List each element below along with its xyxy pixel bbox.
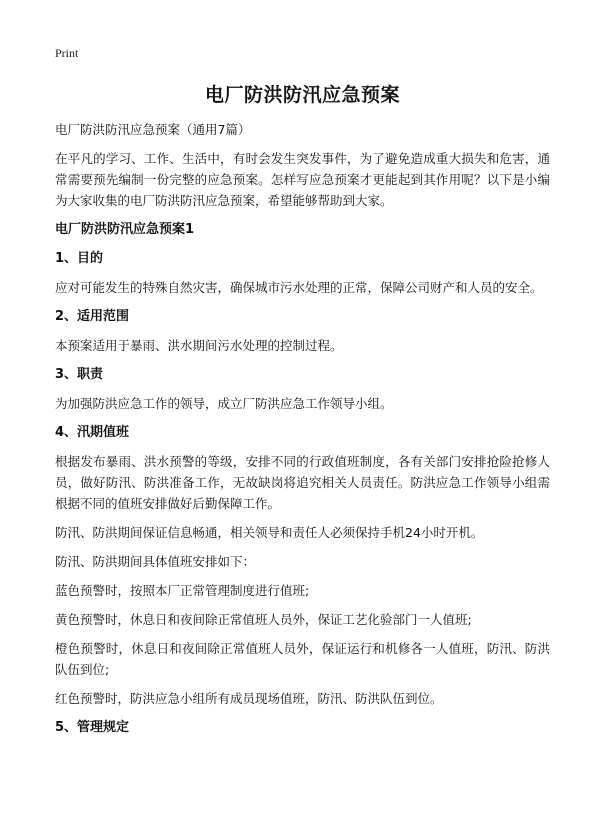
- section-heading-management: 5、管理规定: [55, 720, 130, 735]
- section-paragraph: 本预案适用于暴雨、洪水期间污水处理的控制过程。: [55, 338, 343, 353]
- print-link[interactable]: Print: [55, 46, 79, 60]
- section-heading-scope: 2、适用范围: [55, 309, 130, 324]
- section-heading-duties: 3、职责: [55, 367, 104, 382]
- yellow-alert-paragraph: 黄色预警时，休息日和夜间除正常值班人员外，保证工艺化验部门一人值班;: [55, 612, 472, 627]
- intro-paragraph: 在平凡的学习、工作、生活中，有时会发生突发事件，为了避免造成重大损失和危害，通常需要预先编制一份完整的应急预案。怎样写应急预案才更能起到其作用呢？以下是小编为大家收集的电厂防洪防汛应急预案，希望能够帮助到大家。: [55, 151, 550, 208]
- section-paragraph: 防汛、防洪期间保证信息畅通，相关领导和责任人必须保持手机24小时开机。: [55, 525, 484, 540]
- section-heading-purpose: 1、目的: [55, 251, 104, 266]
- section-heading-flood-duty: 4、汛期值班: [55, 425, 130, 440]
- document-subtitle: 电厂防洪防汛应急预案（通用7篇）: [55, 122, 251, 137]
- blue-alert-paragraph: 蓝色预警时，按照本厂正常管理制度进行值班;: [55, 583, 310, 598]
- orange-alert-paragraph: 橙色预警时，休息日和夜间除正常值班人员外，保证运行和机修各一人值班，防汛、防洪队伍到位;: [55, 641, 550, 677]
- document-body: [55, 119, 550, 746]
- article-heading: 电厂防洪防汛应急预案1: [55, 222, 195, 237]
- section-paragraph: 应对可能发生的特殊自然灾害，确保城市污水处理的正常，保障公司财产和人员的安全。: [55, 280, 543, 295]
- section-paragraph: 防汛、防洪期间具体值班安排如下：: [55, 554, 256, 569]
- section-paragraph: 为加强防洪应急工作的领导，成立厂防洪应急工作领导小组。: [55, 396, 393, 411]
- red-alert-paragraph: 红色预警时，防洪应急小组所有成员现场值班，防汛、防洪队伍到位。: [55, 691, 443, 706]
- document-title: 电厂防洪防汛应急预案: [204, 84, 400, 106]
- section-paragraph: 根据发布暴雨、洪水预警的等级，安排不同的行政值班制度，各有关部门安排抢险抢修人员，做好防汛、防洪准备工作，无故缺岗将追究相关人员责任。防洪应急工作领导小组需根据不同的值班安排做好后勤保障工作。: [55, 454, 550, 511]
